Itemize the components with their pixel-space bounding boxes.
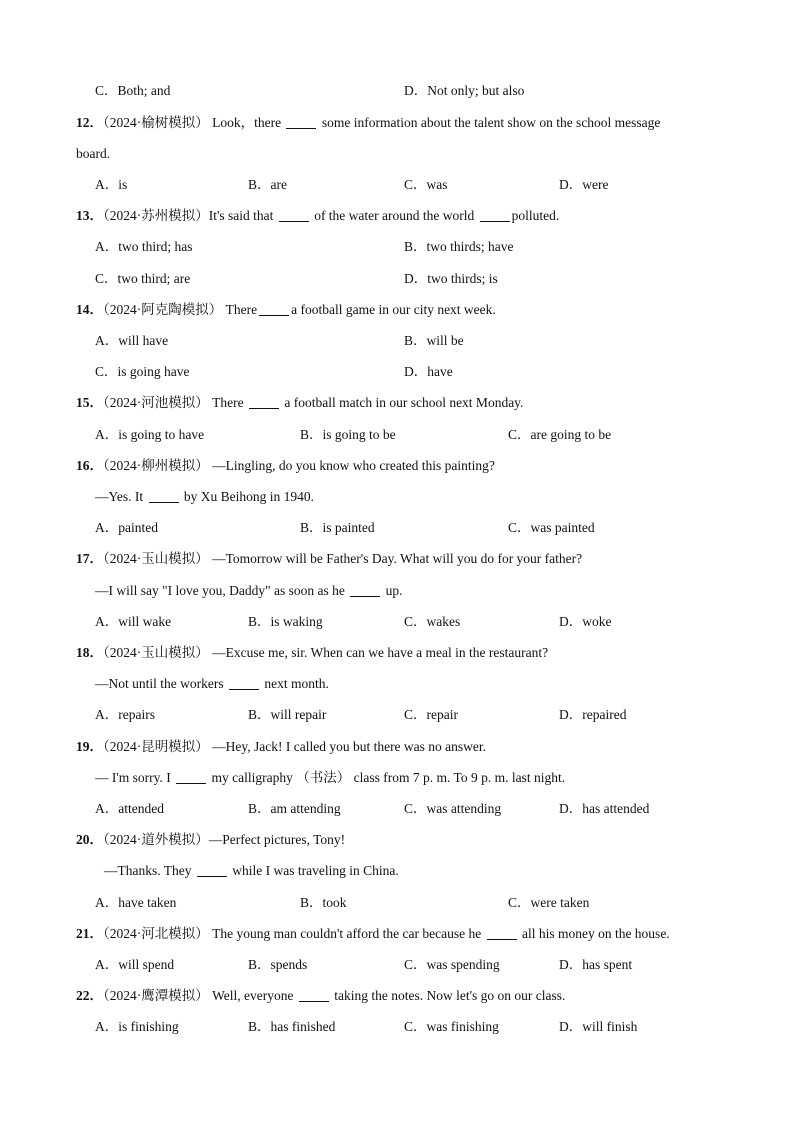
stem-text: —Yes. It [95, 489, 147, 504]
question-19-stem [0, 737, 794, 757]
answer-blank [149, 489, 179, 503]
question-number: 17． [76, 551, 103, 566]
question-number: 18． [76, 645, 103, 660]
question-20-reply [0, 861, 794, 881]
question-15-options [0, 425, 794, 445]
question-number: 19． [76, 739, 103, 754]
question-source: （2024·河北模拟） [103, 926, 209, 941]
question-number: 21． [76, 926, 103, 941]
stem-text: up. [382, 583, 403, 598]
question-21-stem [0, 924, 794, 944]
answer-blank [350, 583, 380, 597]
option-c[interactable]: C．was [404, 177, 448, 192]
question-number: 14． [76, 302, 103, 317]
option-a[interactable]: A．will wake [95, 614, 172, 629]
option-a[interactable]: A．attended [95, 801, 164, 816]
question-12-options [0, 175, 794, 195]
answer-blank [259, 302, 289, 316]
q11-options [0, 81, 794, 101]
option-a[interactable]: A．two third; has [95, 239, 193, 254]
question-18-options [0, 705, 794, 725]
stem-text: —Hey, Jack! I called you but there was no answer. [212, 739, 487, 754]
question-17-stem [0, 549, 794, 569]
stem-text: — I'm sorry. I [95, 770, 175, 785]
stem-text: of the water around the world [310, 208, 478, 223]
question-source: （2024·苏州模拟） [103, 208, 209, 223]
question-19-options [0, 799, 794, 819]
stem-text: —Perfect pictures, Tony! [208, 832, 346, 847]
stem-text: some information about the talent show on the school message [318, 115, 661, 130]
option-a[interactable]: A．painted [95, 520, 158, 535]
stem-text: —Not until the workers [95, 676, 227, 691]
question-number: 13． [76, 208, 103, 223]
question-18-reply [0, 674, 794, 694]
stem-text: The young man couldn't afford the car because he [212, 926, 485, 941]
option-c[interactable]: C．were taken [508, 895, 590, 910]
stem-text: all his money on the house. [518, 926, 670, 941]
question-17-options [0, 612, 794, 632]
question-22-stem [0, 986, 794, 1006]
option-c[interactable]: C．are going to be [508, 427, 612, 442]
stem-text: a football game in our city next week. [291, 302, 496, 317]
question-source: （2024·玉山模拟） [103, 645, 209, 660]
stem-text: —Excuse me, sir. When can we have a meal in the restaurant? [212, 645, 549, 660]
question-source: （2024·阿克陶模拟） [103, 302, 223, 317]
option-a[interactable]: A．repairs [95, 707, 155, 722]
question-number: 15． [76, 395, 103, 410]
option-d[interactable]: D．Not only; but also [404, 83, 525, 98]
option-c[interactable]: C．was spending [404, 957, 500, 972]
answer-blank [299, 988, 329, 1002]
option-b[interactable]: B．are [248, 177, 287, 192]
question-14-options-2 [0, 362, 794, 382]
stem-text: There [225, 302, 258, 317]
answer-blank [229, 676, 259, 690]
option-b[interactable]: B．is waking [248, 614, 323, 629]
option-c[interactable]: C．was attending [404, 801, 502, 816]
question-12-cont [0, 144, 794, 164]
stem-text: taking the notes. Now let's go on our class. [330, 988, 566, 1003]
option-d[interactable]: D．will finish [559, 1019, 638, 1034]
answer-blank [480, 208, 510, 222]
option-b[interactable]: B．has finished [248, 1019, 336, 1034]
option-b[interactable]: B．two thirds; have [404, 239, 514, 254]
option-d[interactable]: D．two thirds; is [404, 271, 498, 286]
question-14-options-1 [0, 331, 794, 351]
option-d[interactable]: D．have [404, 364, 453, 379]
option-c[interactable]: C．Both; and [95, 83, 171, 98]
stem-text: by Xu Beihong in 1940. [180, 489, 315, 504]
stem-text: a football match in our school next Monday. [280, 395, 524, 410]
question-source: （2024·柳州模拟） [103, 458, 209, 473]
stem-text: polluted. [511, 208, 560, 223]
answer-blank [286, 115, 316, 129]
option-b[interactable]: B．will be [404, 333, 464, 348]
question-16-stem [0, 456, 794, 476]
question-18-stem [0, 643, 794, 663]
question-21-options [0, 955, 794, 975]
option-a[interactable]: A．is [95, 177, 128, 192]
question-22-options [0, 1017, 794, 1037]
question-12-stem [0, 113, 794, 133]
option-b[interactable]: B．spends [248, 957, 308, 972]
question-number: 16． [76, 458, 103, 473]
stem-text: while I was traveling in China. [228, 863, 399, 878]
option-c[interactable]: C．was painted [508, 520, 595, 535]
question-13-stem [0, 206, 794, 226]
option-b[interactable]: B．is painted [300, 520, 375, 535]
option-d[interactable]: D．repaired [559, 707, 627, 722]
question-source: （2024·玉山模拟） [103, 551, 209, 566]
option-b[interactable]: B．took [300, 895, 347, 910]
option-c[interactable]: C．is going have [95, 364, 190, 379]
option-a[interactable]: A．will have [95, 333, 169, 348]
stem-text: board. [76, 146, 111, 161]
option-d[interactable]: D．were [559, 177, 609, 192]
stem-text: Well, everyone [212, 988, 297, 1003]
option-c[interactable]: C．two third; are [95, 271, 191, 286]
answer-blank [279, 208, 309, 222]
question-15-stem [0, 393, 794, 413]
option-c[interactable]: C．was finishing [404, 1019, 499, 1034]
option-b[interactable]: B．is going to be [300, 427, 396, 442]
stem-text: my calligraphy （书法） class from 7 p. m. To 9 p. m. last night. [208, 770, 566, 785]
question-number: 20． [76, 832, 103, 847]
stem-text: —Tomorrow will be Father's Day. What will you do for your father? [212, 551, 583, 566]
question-13-options-2 [0, 269, 794, 289]
question-source: （2024·鹰潭模拟） [103, 988, 209, 1003]
stem-text: next month. [260, 676, 329, 691]
stem-text: Look，there [212, 115, 285, 130]
option-d[interactable]: D．woke [559, 614, 612, 629]
option-a[interactable]: A．is finishing [95, 1019, 179, 1034]
question-number: 22． [76, 988, 103, 1003]
stem-text: —I will say "I love you, Daddy" as soon as he [95, 583, 349, 598]
option-a[interactable]: A．have taken [95, 895, 177, 910]
question-20-options [0, 893, 794, 913]
question-16-reply [0, 487, 794, 507]
question-source: （2024·道外模拟） [103, 832, 209, 847]
question-number: 12． [76, 115, 103, 130]
question-19-reply [0, 768, 794, 788]
answer-blank [487, 926, 517, 940]
question-14-stem [0, 300, 794, 320]
option-a[interactable]: A．is going to have [95, 427, 205, 442]
question-source: （2024·河池模拟） [103, 395, 209, 410]
question-17-reply [0, 581, 794, 601]
question-source: （2024·昆明模拟） [103, 739, 209, 754]
option-b[interactable]: B．am attending [248, 801, 341, 816]
option-c[interactable]: C．wakes [404, 614, 461, 629]
question-20-stem [0, 830, 794, 850]
answer-blank [197, 863, 227, 877]
stem-text: There [212, 395, 247, 410]
answer-blank [249, 395, 279, 409]
option-d[interactable]: D．has attended [559, 801, 650, 816]
question-13-options-1 [0, 237, 794, 257]
option-c[interactable]: C．repair [404, 707, 458, 722]
question-source: （2024·榆树模拟） [103, 115, 209, 130]
stem-text: It's said that [208, 208, 277, 223]
question-16-options [0, 518, 794, 538]
stem-text: —Lingling, do you know who created this painting? [212, 458, 495, 473]
option-b[interactable]: B．will repair [248, 707, 327, 722]
answer-blank [176, 770, 206, 784]
option-a[interactable]: A．will spend [95, 957, 175, 972]
option-d[interactable]: D．has spent [559, 957, 633, 972]
stem-text: —Thanks. They [104, 863, 195, 878]
